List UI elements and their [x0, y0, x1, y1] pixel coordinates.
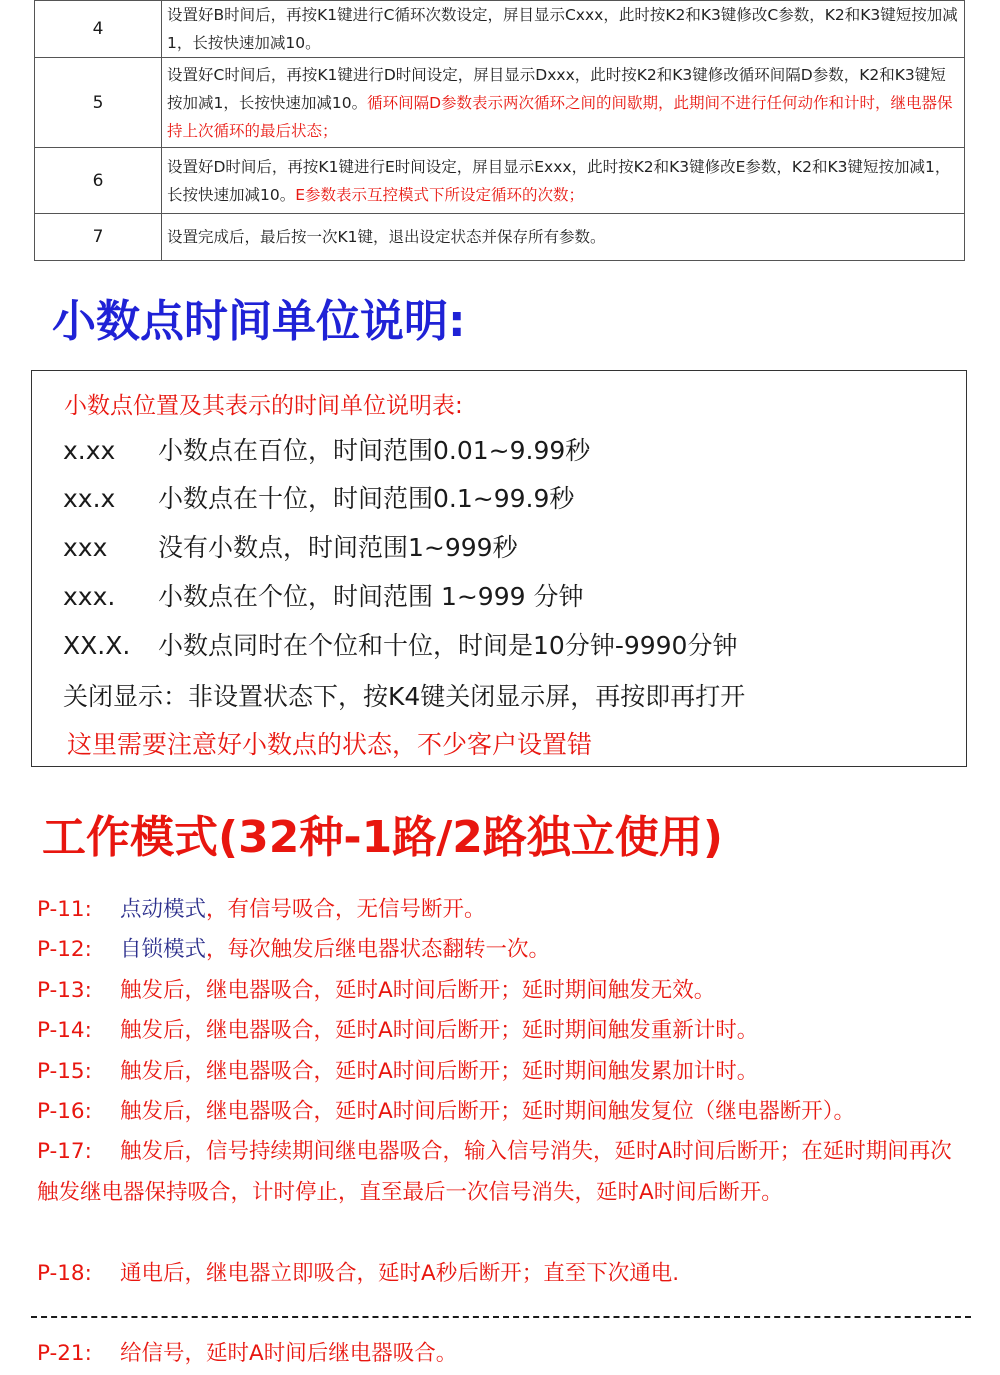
mode-code: P-15: [37, 1059, 92, 1084]
decimal-section-heading: 小数点时间单位说明: [52, 296, 466, 347]
mode-item [37, 1011, 967, 1052]
step-note: E参数表示互控模式下所设定循环的次数； [295, 185, 585, 204]
mode-highlight: 点动模式 [120, 897, 207, 922]
steps-table [34, 0, 965, 261]
mode-code: P-14: [37, 1018, 92, 1043]
decimal-desc: 小数点同时在个位和十位，时间是10分钟-9990分钟 [158, 631, 738, 660]
table-row [35, 1, 965, 58]
dashed-divider [31, 1316, 971, 1318]
modes-section-heading: 工作模式(32种-1路/2路独立使用) [42, 812, 724, 863]
mode-description: ，有信号吸合，无信号断开。 [206, 897, 486, 922]
mode-code: P-11: [37, 897, 92, 922]
decimal-code: x.xx [63, 436, 116, 465]
table-row [35, 148, 965, 214]
step-number: 6 [35, 148, 162, 214]
mode-description: 触发后，继电器吸合，延时A时间后断开；延时期间触发累加计时。 [120, 1059, 759, 1084]
mode-description: 触发后，信号持续期间继电器吸合，输入信号消失，延时A时间后断开；在延时期间再次触发继电器保持吸合，计时停止，直至最后一次信号消失，延时A时间后断开。 [37, 1139, 952, 1205]
mode-description: 给信号，延时A时间后继电器吸合。 [120, 1341, 458, 1366]
mode-item [37, 1092, 967, 1133]
step-number: 5 [35, 58, 162, 148]
mode-code: P-13: [37, 978, 92, 1003]
step-description: 设置完成后，最后按一次K1键，退出设定状态并保存所有参数。 [162, 214, 965, 261]
mode-item [37, 1132, 967, 1213]
decimal-row [63, 431, 590, 467]
mode-item [37, 930, 967, 971]
mode-description: ，每次触发后继电器状态翻转一次。 [206, 937, 551, 962]
mode-item [37, 1254, 967, 1295]
step-note: 循环间隔D参数表示两次循环之间的间歇期，此期间不进行任何动作和计时，继电器保持上次循环的最后状态； [167, 93, 953, 140]
decimal-table-title: 小数点位置及其表示的时间单位说明表: [64, 393, 463, 419]
step-description: 设置好C时间后，再按K1键进行D时间设定，屏目显示Dxxx，此时按K2和K3键修改循环间隔D参数，K2和K3键短按加减1，长按快速加减10。循环间隔D参数表示两次循环之间的间歇期，此期间不进行任何动作和计时，继电器保持上次循环的最后状态； [162, 58, 965, 148]
decimal-code: xxx [63, 533, 108, 562]
mode-code: P-12: [37, 937, 92, 962]
decimal-warning-note: 这里需要注意好小数点的状态，不少客户设置错 [67, 730, 593, 759]
decimal-desc: 小数点在个位，时间范围 1~999 分钟 [158, 582, 584, 611]
decimal-code: xx.x [63, 484, 116, 513]
decimal-explanation-box [31, 370, 967, 767]
step-description: 设置好D时间后，再按K1键进行E时间设定，屏目显示Exxx，此时按K2和K3键修改E参数，K2和K3键短按加减1，长按快速加减10。E参数表示互控模式下所设定循环的次数； [162, 148, 965, 214]
mode-item [37, 1052, 967, 1093]
table-row [35, 214, 965, 261]
mode-description: 触发后，继电器吸合，延时A时间后断开；延时期间触发重新计时。 [120, 1018, 759, 1043]
mode-description: 触发后，继电器吸合，延时A时间后断开；延时期间触发无效。 [120, 978, 716, 1003]
mode-item [37, 890, 967, 931]
mode-highlight: 自锁模式 [120, 937, 207, 962]
step-number: 4 [35, 1, 162, 58]
table-row [35, 58, 965, 148]
decimal-row [63, 626, 737, 662]
decimal-code: xxx. [63, 582, 116, 611]
mode-item [37, 971, 967, 1012]
decimal-row [63, 577, 583, 613]
decimal-row [63, 479, 574, 515]
decimal-desc: 没有小数点，时间范围1~999秒 [158, 533, 518, 562]
step-description: 设置好B时间后，再按K1键进行C循环次数设定，屏目显示Cxxx，此时按K2和K3键修改C参数，K2和K3键短按加减1，长按快速加减10。 [162, 1, 965, 58]
mode-code: P-18: [37, 1261, 92, 1286]
mode-code: P-16: [37, 1099, 92, 1124]
decimal-desc: 小数点在百位，时间范围0.01~9.99秒 [158, 436, 591, 465]
decimal-row [63, 528, 518, 564]
decimal-code: XX.X. [63, 631, 131, 660]
decimal-desc: 小数点在十位，时间范围0.1~99.9秒 [158, 484, 575, 513]
mode-description: 通电后，继电器立即吸合，延时A秒后断开；直至下次通电. [120, 1261, 680, 1286]
step-number: 7 [35, 214, 162, 261]
mode-item [37, 1334, 967, 1375]
mode-description: 触发后，继电器吸合，延时A时间后断开；延时期间触发复位（继电器断开）。 [120, 1099, 855, 1124]
close-display-text: 关闭显示：非设置状态下，按K4键关闭显示屏，再按即再打开 [63, 682, 746, 711]
mode-code: P-17: [37, 1139, 92, 1164]
mode-code: P-21: [37, 1341, 92, 1366]
